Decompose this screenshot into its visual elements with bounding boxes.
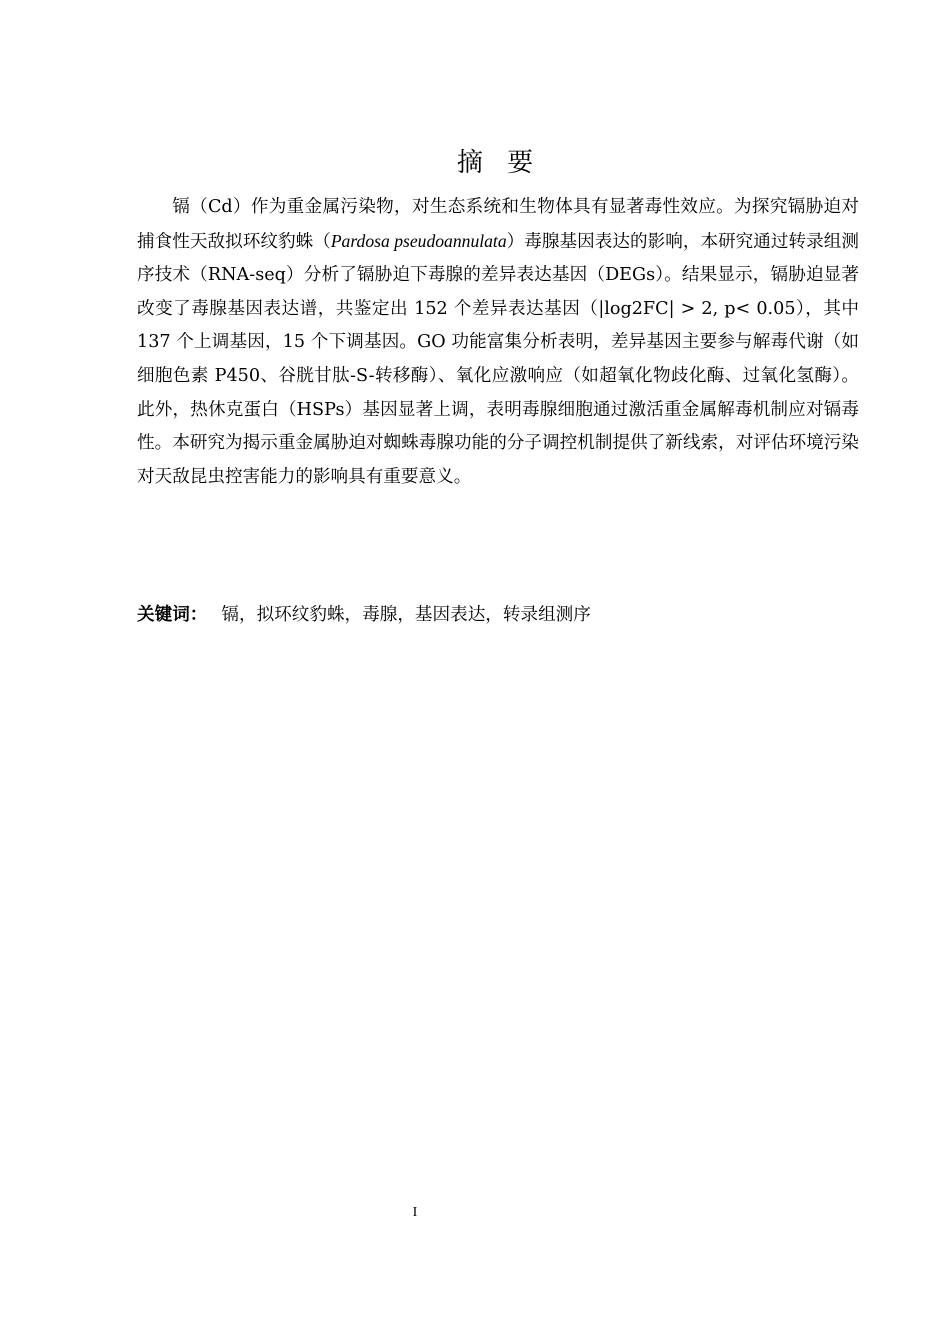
abstract-paragraph xyxy=(137,191,859,494)
page-title: 摘 要 xyxy=(456,148,542,178)
page-number: I xyxy=(412,1205,418,1220)
keywords-label: 关键词： xyxy=(137,605,208,625)
abstract-text-part-2: ）毒腺基因表达的影响，本研究通过转录组测序技术（RNA-seq）分析了镉胁迫下毒腺的差异表达基因（DEGs）。结果显示，镉胁迫显著改变了毒腺基因表达谱，共鉴定出 152 个差异表达基因（|log2FC| > 2, p< 0.05），其中 137 个上调基因，15 个下调基因。GO 功能富集分析表明，差异基因主要参与解毒代谢（如细胞色素 P450、谷胱甘肽-S-转移酶）、氧化应激响应（如超氧化物歧化酶、过氧化氢酶）。此外，热休克蛋白（HSPs）基因显著上调，表明毒腺细胞通过激活重金属解毒机制应对镉毒性。本研究为揭示重金属胁迫对蜘蛛毒腺功能的分子调控机制提供了新线索，对评估环境污染对天敌昆虫控害能力的影响具有重要意义。 xyxy=(137,231,859,487)
keywords-text: 镉，拟环纹豹蛛，毒腺，基因表达，转录组测序 xyxy=(221,605,591,625)
keywords-line xyxy=(137,600,859,630)
abstract-text-part-1: 镉（Cd）作为重金属污染物，对生态系统和生物体具有显著毒性效应。为探究镉胁迫对捕食性天敌拟环纹豹蛛（ xyxy=(137,197,859,252)
species-name: Pardosa pseudoannulata xyxy=(330,230,507,251)
